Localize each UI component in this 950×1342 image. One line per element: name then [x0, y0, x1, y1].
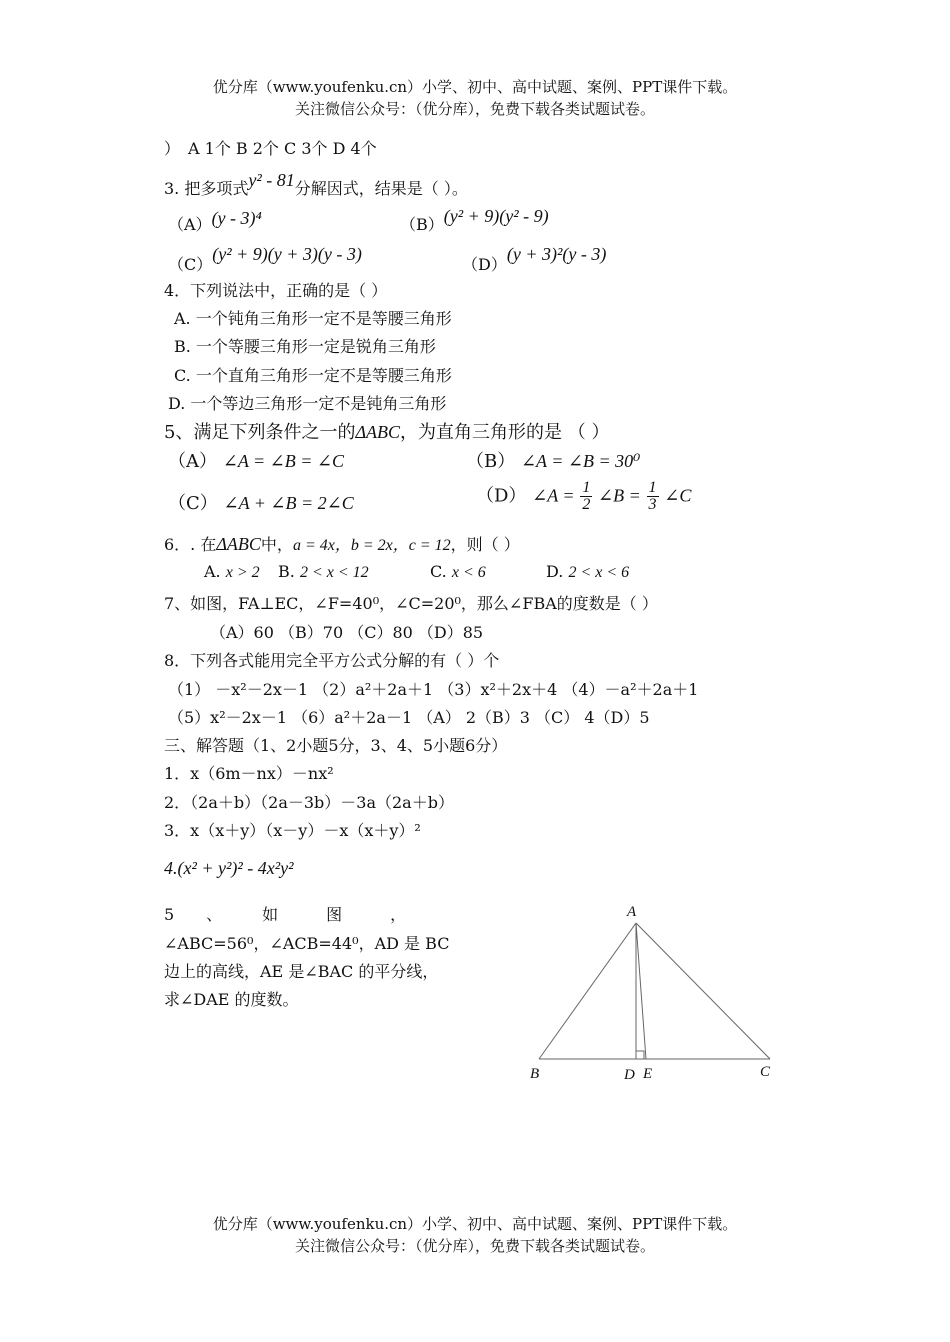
question-5-triangle: ΔABC	[355, 422, 401, 442]
question-8-stem: 8．下列各式能用完全平方公式分解的有（ ）个	[164, 651, 500, 670]
question-3-option-c-label: （C）	[168, 255, 213, 274]
question-6-option-a-expr: x > 2	[225, 564, 260, 581]
problem-4: 4.(x² + y²)² - 4x²y²	[164, 858, 294, 878]
fraction-third-numerator: 1	[648, 479, 657, 496]
question-5-option-d	[476, 480, 691, 513]
fraction-half-denominator: 2	[582, 496, 591, 513]
question-5-option-b-expr: ∠A = ∠B = 30⁰	[520, 451, 641, 471]
question-3-option-d-expr: (y + 3)²(y - 3)	[506, 244, 607, 264]
question-5-option-b	[466, 447, 640, 473]
question-6-mid: 中，	[260, 535, 293, 554]
question-5-lead: 5、满足下列条件之一的	[164, 422, 356, 443]
question-8-row-2: （5）x²－2x－1 （6）a²＋2a－1 （A） 2（B）3 （C） 4（D）5	[168, 708, 650, 727]
question-4-option-d: D. 一个等边三角形一定不是钝角三角形	[168, 394, 447, 413]
question-6-option-d-label: D.	[546, 562, 564, 581]
question-3-option-b-expr: (y² + 9)(y² - 9)	[443, 206, 549, 226]
question-5-stem	[164, 418, 609, 444]
question-5-option-d-lead: ∠A =	[532, 485, 575, 506]
question-3-option-a	[168, 208, 262, 235]
header-line-2: 关注微信公众号：（优分库），免费下载各类试题试卷。	[294, 100, 655, 118]
question-6-lead: 6．. 在	[164, 535, 217, 554]
question-6-option-c	[430, 562, 486, 582]
problem-5-line-2: ∠ABC=56⁰，∠ACB=44⁰，AD 是 BC	[164, 934, 450, 953]
question-6-option-a-label: A.	[204, 562, 221, 581]
side-ac	[636, 923, 770, 1059]
label-e: E	[643, 1066, 653, 1082]
question-3-option-c	[168, 244, 362, 275]
problem-2: 2．（2a＋b）（2a－3b）－3a（2a＋b）	[164, 793, 454, 812]
question-5-fraction-third	[647, 480, 659, 513]
fraction-third-denominator: 3	[648, 496, 657, 513]
label-b: B	[530, 1066, 540, 1082]
footer-line-2: 关注微信公众号：（优分库），免费下载各类试题试卷。	[294, 1237, 655, 1255]
side-ab	[539, 923, 636, 1059]
question-4-option-c: C. 一个直角三角形一定不是等腰三角形	[174, 366, 452, 385]
fraction-half-numerator: 1	[582, 479, 591, 496]
question-5-fraction-half	[580, 480, 592, 513]
question-5-option-d-label: （D）	[476, 485, 527, 507]
question-6-option-b-label: B.	[278, 562, 295, 581]
footer-line-1: 优分库（www.youfenku.cn）小学、初中、高中试题、案例、PPT课件下载。	[212, 1215, 738, 1233]
question-3-option-b-label: （B）	[400, 215, 444, 234]
label-c: C	[760, 1064, 771, 1080]
question-5-option-c	[168, 489, 354, 515]
problem-1: 1．x（6m－nx）－nx²	[164, 764, 334, 783]
problem-5-line-1: 5 、 如 图 ，	[164, 905, 407, 924]
question-5-option-d-mid: ∠B =	[598, 485, 641, 506]
question-3-stem	[164, 170, 468, 199]
question-6-option-c-expr: x < 6	[451, 564, 486, 581]
question-5-option-d-tail: ∠C	[664, 485, 692, 506]
bisector-ae	[636, 923, 646, 1059]
right-angle-mark	[636, 1051, 644, 1059]
question-3-lead: 3. 把多项式	[164, 179, 249, 198]
question-5-option-a-label: （A）	[168, 451, 217, 472]
question-6-tail: ，则（ ）	[450, 535, 520, 554]
question-3-option-c-expr: (y² + 9)(y + 3)(y - 3)	[212, 244, 362, 264]
question-2-options: ） A 1个 B 2个 C 3个 D 4个	[164, 139, 377, 158]
question-3-tail: 分解因式，结果是（ ）。	[294, 179, 468, 198]
problem-3: 3．x（x＋y）（x－y）－x（x＋y）²	[164, 821, 421, 840]
question-3-option-b	[400, 206, 549, 235]
question-3-option-a-expr: (y - 3)⁴	[211, 208, 262, 228]
question-6-option-c-label: C.	[430, 562, 447, 581]
question-6-option-a	[204, 562, 260, 582]
question-4-option-b: B. 一个等腰三角形一定是锐角三角形	[174, 337, 436, 356]
question-5-tail: ，为直角三角形的是 （ ）	[400, 422, 610, 443]
section-3-title: 三、解答题（1、2小题5分，3、4、5小题6分）	[164, 736, 508, 755]
question-4-stem: 4．下列说法中，正确的是（ ）	[164, 281, 388, 300]
problem-5-line-3: 边上的高线，AE 是∠BAC 的平分线，	[164, 962, 439, 981]
header-line-1: 优分库（www.youfenku.cn）小学、初中、高中试题、案例、PPT课件下载。	[212, 78, 738, 96]
question-6-stem	[164, 532, 520, 555]
question-6-conditions: a = 4x，b = 2x，c = 12	[292, 537, 451, 554]
question-6-option-d-expr: 2 < x < 6	[568, 564, 630, 581]
question-6-option-d	[546, 562, 629, 582]
problem-5-line-4: 求∠DAE 的度数。	[164, 990, 299, 1009]
question-7-stem: 7、如图，FA⊥EC，∠F=40⁰，∠C=20⁰，那么∠FBA的度数是（ ）	[164, 594, 658, 613]
question-6-triangle: ΔABC	[216, 534, 261, 554]
question-8-row-1: （1） －x²－2x－1 （2）a²＋2a＋1 （3）x²＋2x＋4 （4）－a²＋2a＋1	[168, 680, 699, 699]
triangle-figure	[520, 890, 790, 1090]
question-6-option-b	[278, 562, 369, 582]
question-7-options: （A）60 （B）70 （C）80 （D）85	[210, 623, 484, 642]
question-3-option-a-label: （A）	[168, 215, 212, 234]
question-6-option-b-expr: 2 < x < 12	[299, 564, 369, 581]
question-4-option-a: A. 一个钝角三角形一定不是等腰三角形	[174, 309, 452, 328]
label-a: A	[627, 904, 637, 920]
question-5-option-a-expr: ∠A = ∠B = ∠C	[222, 451, 344, 471]
question-3-option-d-label: （D）	[462, 255, 507, 274]
label-d: D	[624, 1067, 635, 1083]
question-3-option-d	[462, 244, 607, 275]
question-5-option-c-label: （C）	[168, 493, 218, 514]
question-5-option-a	[168, 447, 344, 473]
question-3-expression: y² - 81	[248, 170, 295, 190]
question-5-option-b-label: （B）	[466, 451, 516, 472]
question-5-option-c-expr: ∠A + ∠B = 2∠C	[223, 493, 354, 513]
